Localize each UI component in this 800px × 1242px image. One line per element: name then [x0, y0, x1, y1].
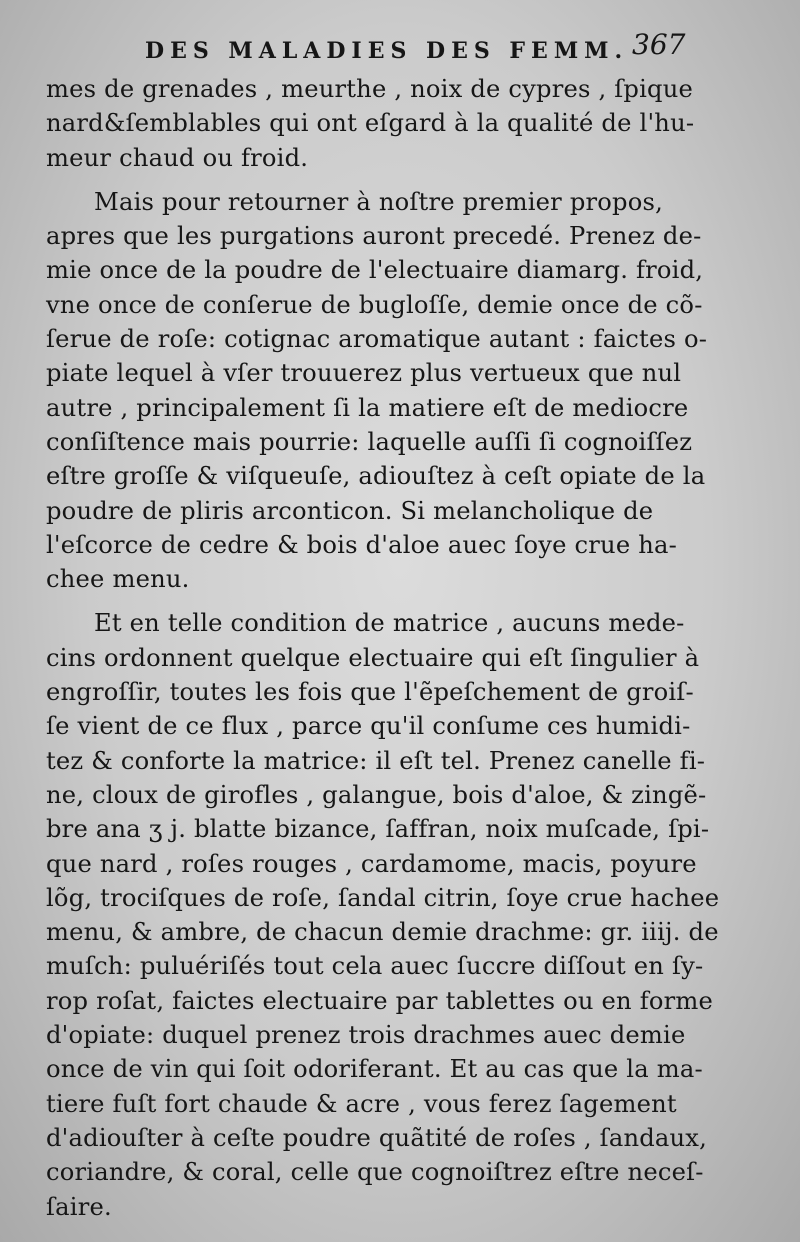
text-line: bre ana ʒ j. blatte bizance, ſaffran, noix muſcade, ſpi- — [46, 815, 710, 844]
body-text — [46, 72, 726, 1224]
text-line: lõg, trociſques de roſe, ſandal citrin, ſoye crue hachee — [46, 883, 720, 912]
text-line: l'eſcorce de cedre & bois d'aloe auec ſoye crue ha- — [46, 530, 678, 559]
text-line: once de vin qui ſoit odoriferant. Et au cas que la ma- — [46, 1055, 703, 1084]
text-line: vne once de conſerue de bugloſſe, demie once de cõ- — [46, 290, 703, 319]
text-line: nard&ſemblables qui ont eſgard à la qualité de l'hu- — [46, 109, 695, 138]
text-line: rop roſat, faictes electuaire par tablettes ou en forme — [46, 986, 714, 1015]
text-line: d'adiouſter à ceſte poudre quãtité de roſes , ſandaux, — [46, 1123, 708, 1152]
text-line: mes de grenades , meurthe , noix de cypres , ſpique — [46, 75, 694, 103]
text-line: ſaire. — [46, 1192, 112, 1221]
text-line: ſerue de roſe: cotignac aromatique autant : faictes o- — [46, 325, 708, 354]
text-line: muſch: puluériſés tout cela auec ſuccre diſſout en ſy- — [46, 952, 704, 981]
text-line: meur chaud ou froid. — [46, 143, 309, 172]
text-line: que nard , roſes rouges , cardamome, macis, poyure — [46, 849, 697, 878]
text-line: eſtre groſſe & viſqueuſe, adiouſtez à ceſt opiate de la — [46, 462, 706, 491]
text-line: coriandre, & coral, celle que cognoiſtrez eſtre neceſ- — [46, 1158, 704, 1187]
text-line: tiere fuſt fort chaude & acre , vous ferez ſagement — [46, 1089, 677, 1118]
text-line: apres que les purgations auront precedé. Prenez de- — [46, 222, 702, 251]
paragraph — [46, 606, 726, 1223]
paragraph — [46, 185, 726, 597]
text-line: tez & conforte la matrice: il eſt tel. Prenez canelle fi- — [46, 746, 706, 775]
page-header — [0, 28, 800, 74]
paragraph — [46, 72, 726, 175]
text-line: chee menu. — [46, 565, 190, 594]
text-line: poudre de pliris arconticon. Si melancholique de — [46, 496, 654, 525]
text-line: piate lequel à vſer trouuerez plus vertueux que nul — [46, 359, 682, 388]
text-line: d'opiate: duquel prenez trois drachmes auec demie — [46, 1021, 686, 1050]
text-line: mie once de la poudre de l'electuaire diamarg. froid, — [46, 256, 704, 285]
text-line: autre , principalement ſi la matiere eſt de mediocre — [46, 393, 689, 422]
text-line: conſiſtence mais pourrie: laquelle auſſi ſi cognoiſſez — [46, 427, 693, 456]
text-line: engroſſir, toutes les fois que l'ẽpeſchement de groiſ- — [46, 678, 694, 707]
page-number: 367 — [632, 28, 686, 61]
running-title: DES MALADIES DES FEMM. — [145, 38, 629, 64]
text-line: ſe vient de ce flux , parce qu'il conſume ces humidi- — [46, 712, 691, 741]
text-line: menu, & ambre, de chacun demie drachme: gr. iiij. de — [46, 918, 719, 947]
text-line: Mais pour retourner à noſtre premier propos, — [94, 187, 663, 216]
text-line: ne, cloux de girofles , galangue, bois d'aloe, & zingẽ- — [46, 780, 707, 809]
text-line: cins ordonnent quelque electuaire qui eſt ſingulier à — [46, 643, 700, 672]
text-line: Et en telle condition de matrice , aucuns mede- — [94, 609, 685, 638]
